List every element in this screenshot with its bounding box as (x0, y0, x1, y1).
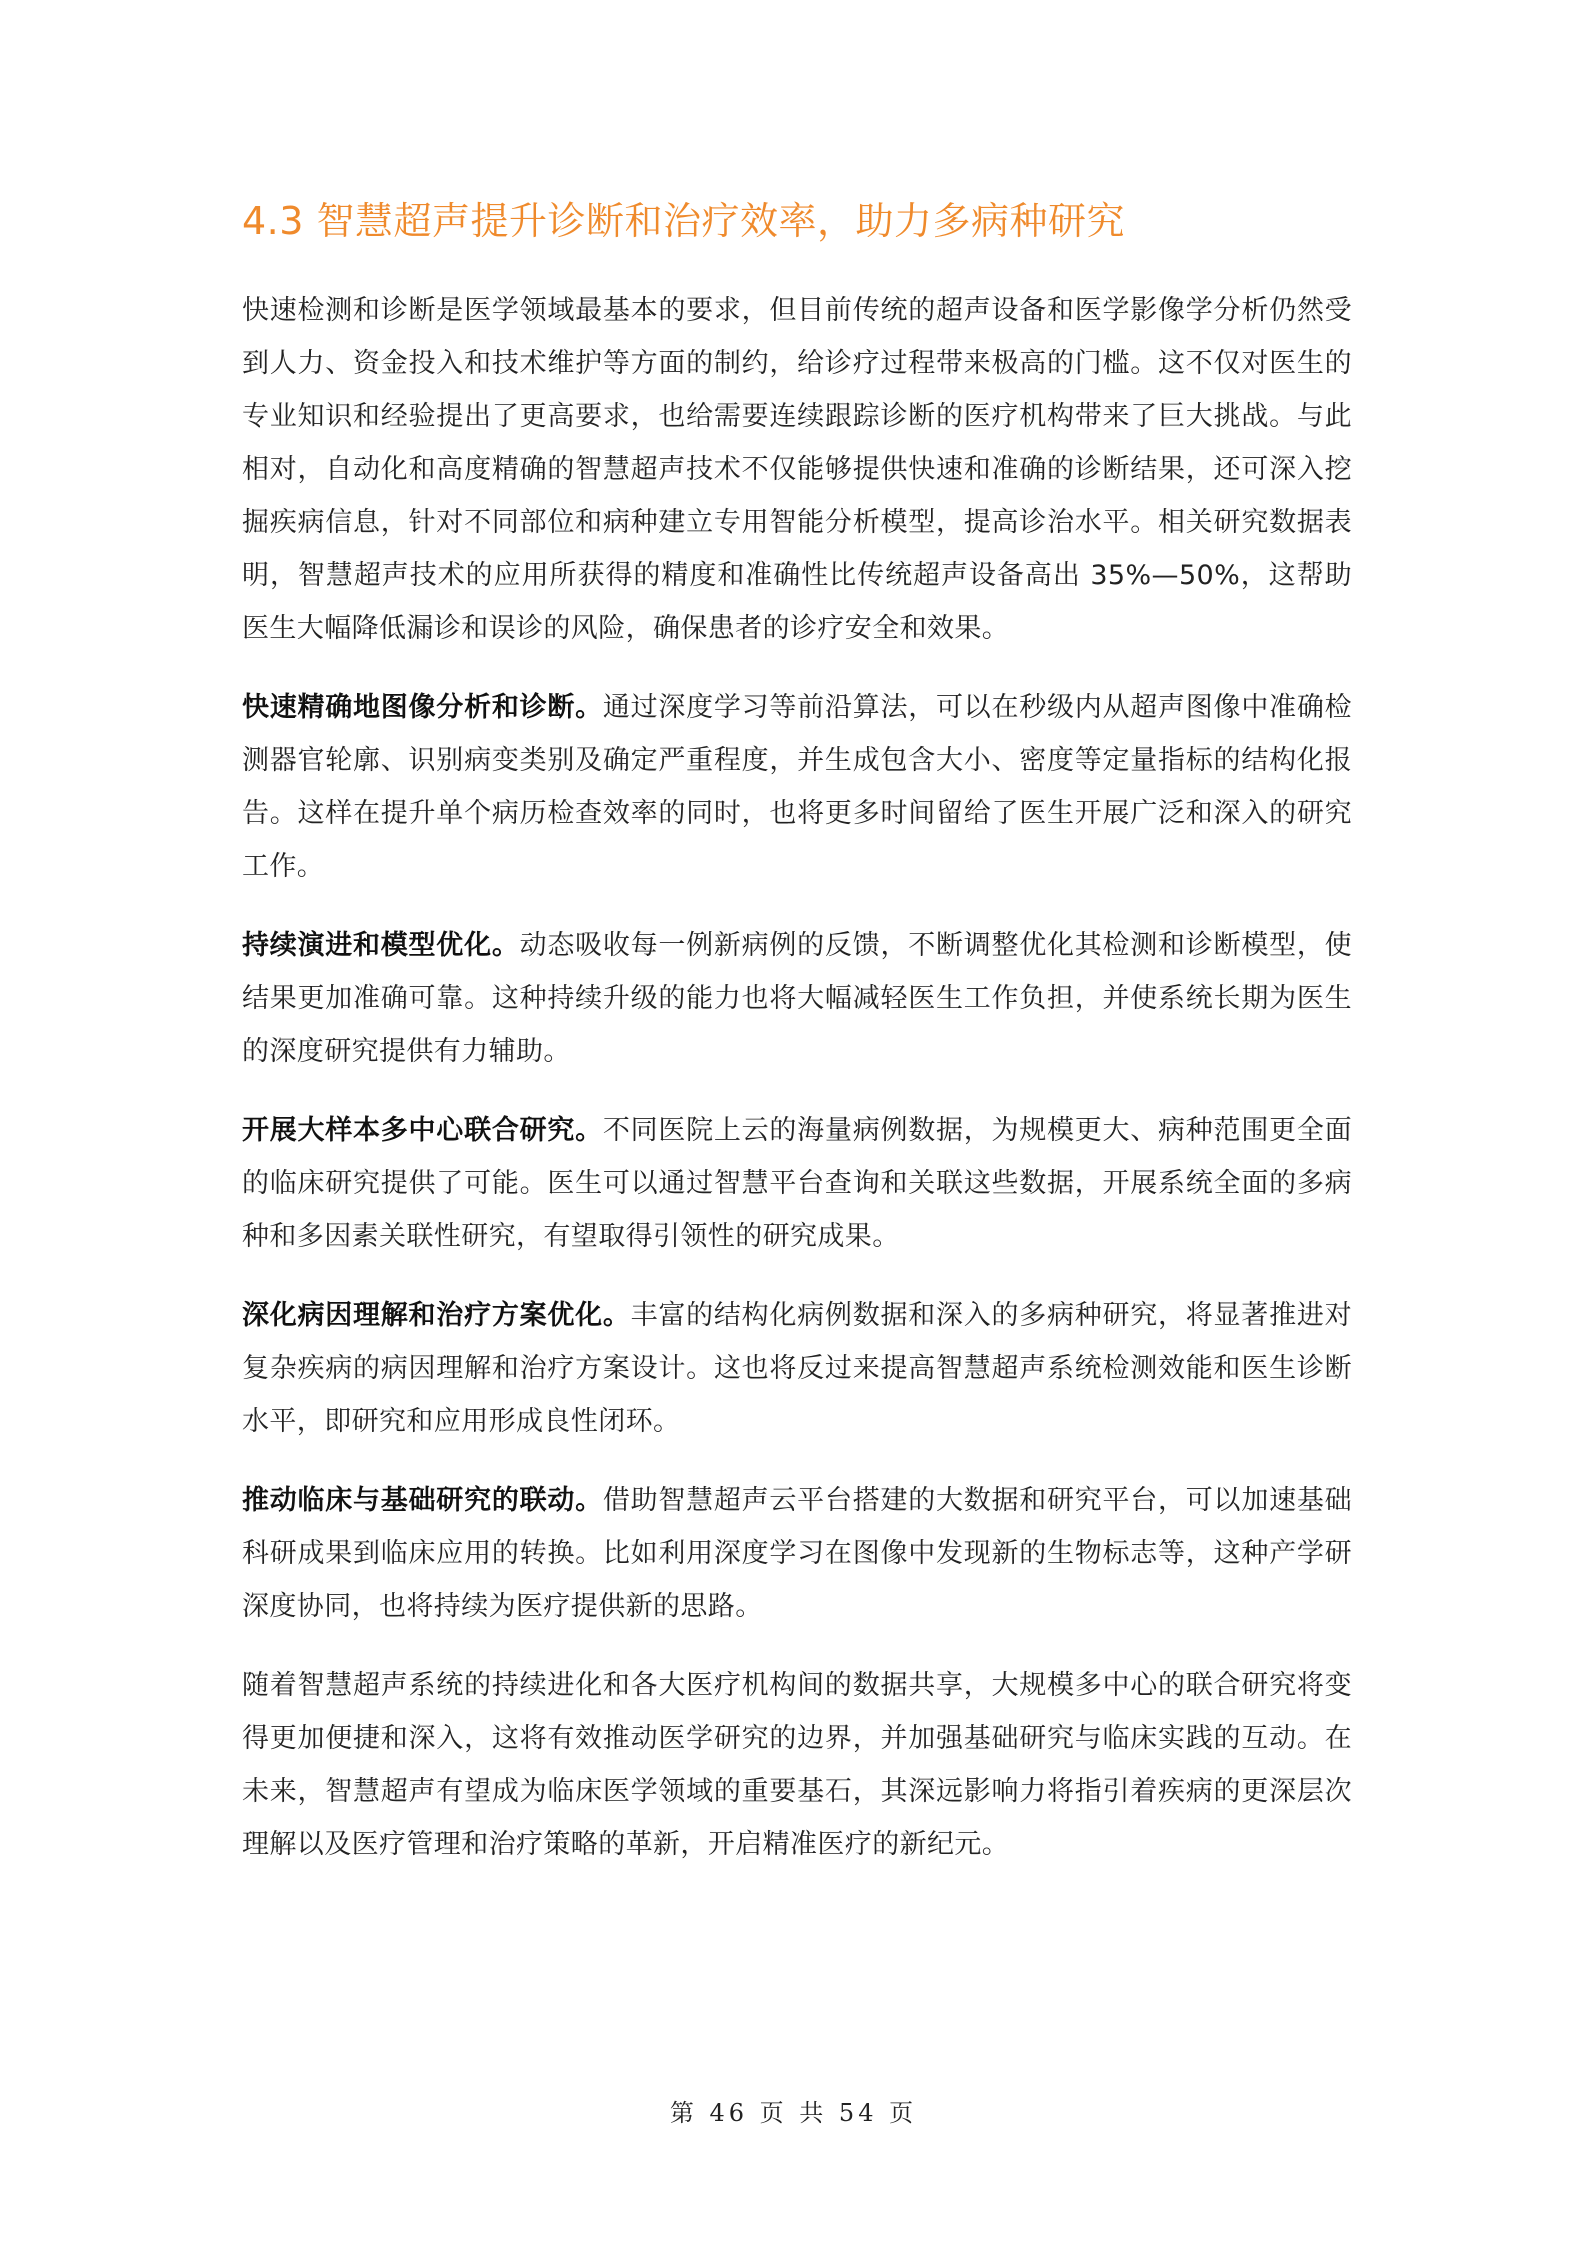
paragraph-lead: 开展大样本多中心联合研究。 (242, 1115, 603, 1147)
paragraph-lead: 快速精确地图像分析和诊断。 (242, 692, 603, 724)
document-page (242, 175, 1352, 1897)
paragraph-etiology-treatment (242, 1289, 1352, 1448)
paragraph-model-optimization (242, 919, 1352, 1078)
paragraph-lead: 持续演进和模型优化。 (242, 930, 520, 962)
paragraph-text: 借助智慧超声云平台搭建的大数据和研究平台，可以加速基础科研成果到临床应用的转换。比如利用深度学习在图像中发现新的生物标志等，这种产学研深度协同，也将持续为医疗提供新的思路。 (242, 1485, 1352, 1623)
paragraph-text: 快速检测和诊断是医学领域最基本的要求，但目前传统的超声设备和医学影像学分析仍然受到人力、资金投入和技术维护等方面的制约，给诊疗过程带来极高的门槛。这不仅对医生的专业知识和经验提出了更高要求，也给需要连续跟踪诊断的医疗机构带来了巨大挑战。与此相对，自动化和高度精确的智慧超声技术不仅能够提供快速和准确的诊断结果，还可深入挖掘疾病信息，针对不同部位和病种建立专用智能分析模型，提高诊治水平。相关研究数据表明，智慧超声技术的应用所获得的精度和准确性比传统超声设备高出 35%—50%，这帮助医生大幅降低漏诊和误诊的风险，确保患者的诊疗安全和效果。 (242, 295, 1352, 645)
paragraph-text: 丰富的结构化病例数据和深入的多病种研究，将显著推进对复杂疾病的病因理解和治疗方案设计。这也将反过来提高智慧超声系统检测效能和医生诊断水平，即研究和应用形成良性闭环。 (242, 1300, 1352, 1438)
paragraph-text: 随着智慧超声系统的持续进化和各大医疗机构间的数据共享，大规模多中心的联合研究将变得更加便捷和深入，这将有效推动医学研究的边界，并加强基础研究与临床实践的互动。在未来，智慧超声有望成为临床医学领域的重要基石，其深远影响力将指引着疾病的更深层次理解以及医疗管理和治疗策略的革新，开启精准医疗的新纪元。 (242, 1670, 1352, 1861)
paragraph-intro (242, 284, 1352, 655)
paragraph-clinical-basic-linkage (242, 1474, 1352, 1633)
paragraph-text: 不同医院上云的海量病例数据，为规模更大、病种范围更全面的临床研究提供了可能。医生可以通过智慧平台查询和关联这些数据，开展系统全面的多病种和多因素关联性研究，有望取得引领性的研究成果。 (242, 1115, 1352, 1253)
paragraph-conclusion (242, 1659, 1352, 1871)
section-title: 4.3 智慧超声提升诊断和治疗效率，助力多病种研究 (242, 199, 1126, 243)
paragraph-lead: 深化病因理解和治疗方案优化。 (242, 1300, 631, 1332)
paragraph-text: 动态吸收每一例新病例的反馈，不断调整优化其检测和诊断模型，使结果更加准确可靠。这种持续升级的能力也将大幅减轻医生工作负担，并使系统长期为医生的深度研究提供有力辅助。 (242, 930, 1353, 1068)
page-number-footer: 第 46 页 共 54 页 (669, 2099, 918, 2127)
paragraph-image-analysis (242, 681, 1352, 893)
paragraph-multicenter-research (242, 1104, 1352, 1263)
paragraph-lead: 推动临床与基础研究的联动。 (242, 1485, 603, 1517)
paragraph-text: 通过深度学习等前沿算法，可以在秒级内从超声图像中准确检测器官轮廓、识别病变类别及确定严重程度，并生成包含大小、密度等定量指标的结构化报告。这样在提升单个病历检查效率的同时，也将更多时间留给了医生开展广泛和深入的研究工作。 (242, 692, 1352, 883)
